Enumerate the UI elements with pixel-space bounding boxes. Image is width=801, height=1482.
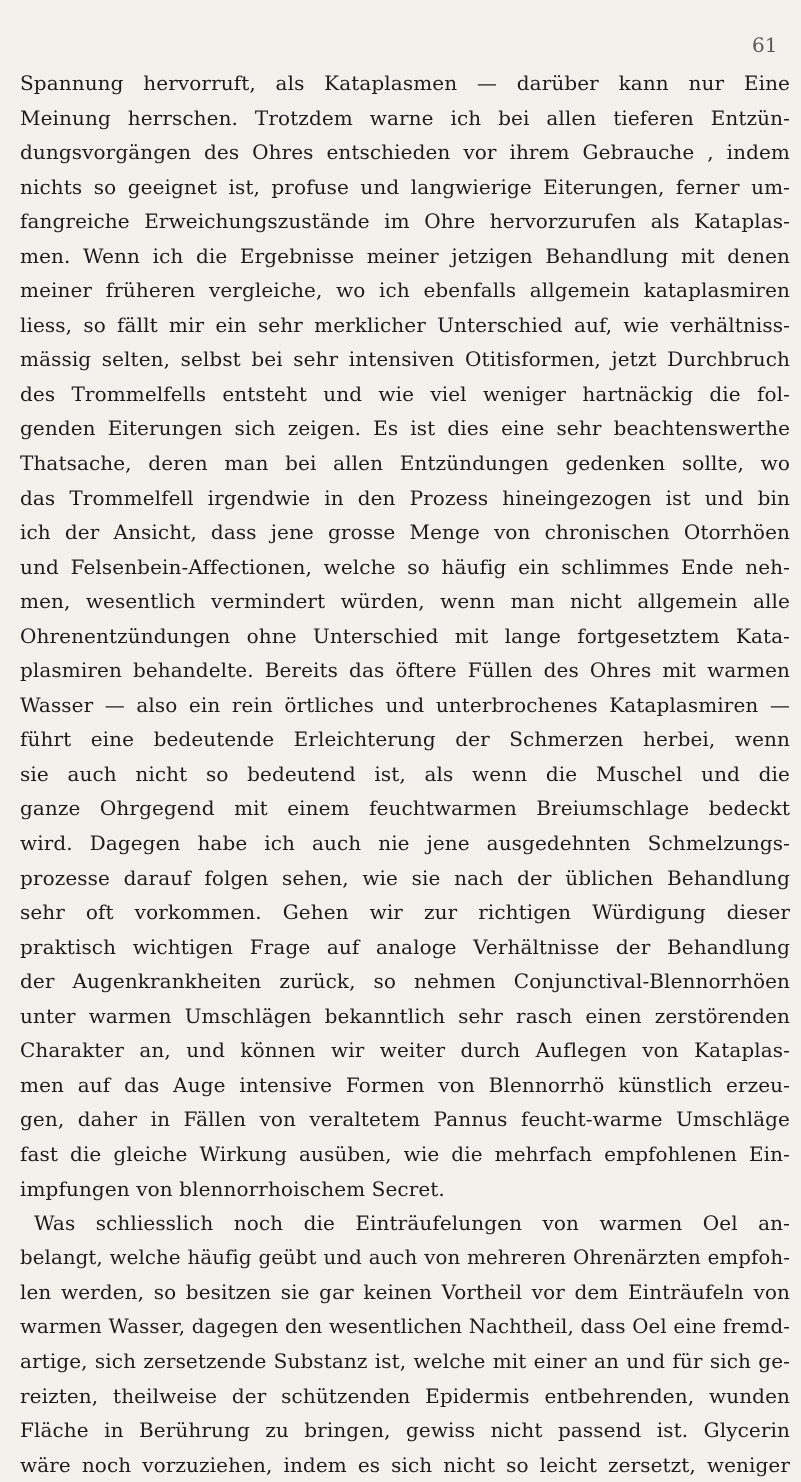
text-line: genden Eiterungen sich zeigen. Es ist dies eine sehr beachtenswerthe [20,416,790,441]
text-line: warmen Wasser, dagegen den wesentlichen Nachtheil, dass Oel eine fremd- [20,1314,790,1338]
text-line: Ohrenentzündungen ohne Unterschied mit lange fortgesetztem Kata- [20,623,790,648]
text-line: des Trommelfells entsteht und wie viel weniger hartnäckig die fol- [20,381,790,406]
text-line: Wasser — also ein rein örtliches und unterbrochenes Kataplasmiren — [20,692,790,717]
text-line: belangt, welche häufig geübt und auch von mehreren Ohrenärzten empfoh- [20,1245,790,1269]
text-line: plasmiren behandelte. Bereits das öftere Füllen des Ohres mit warmen [20,658,790,683]
text-line: fast die gleiche Wirkung ausüben, wie die mehrfach empfohlenen Ein- [20,1141,790,1166]
text-line: führt eine bedeutende Erleichterung der Schmerzen herbei, wenn [20,727,790,752]
text-line: ganze Ohrgegend mit einem feuchtwarmen Breiumschlage bedeckt [20,796,790,821]
text-line: gen, daher in Fällen von veraltetem Pannus feucht-warme Umschläge [20,1107,790,1132]
text-line: sie auch nicht so bedeutend ist, als wenn die Muschel und die [20,761,790,786]
text-line: men. Wenn ich die Ergebnisse meiner jetzigen Behandlung mit denen [20,243,790,268]
text-line: nichts so geeignet ist, profuse und langwierige Eiterungen, ferner um- [20,174,790,199]
text-line: artige, sich zersetzende Substanz ist, welche mit einer an und für sich ge- [20,1349,790,1374]
page-number: 61 [752,33,778,57]
text-line: unter warmen Umschlägen bekanntlich sehr rasch einen zerstörenden [20,1003,790,1028]
text-line: mässig selten, selbst bei sehr intensiven Otitisformen, jetzt Durchbruch [20,347,790,372]
text-line: sehr oft vorkommen. Gehen wir zur richtigen Würdigung dieser [20,900,790,925]
text-line: der Augenkrankheiten zurück, so nehmen Conjunctival-Blennorrhöen [20,969,790,994]
text-line: fangreiche Erweichungszustände im Ohre hervorzurufen als Kataplas- [20,209,790,234]
text-line: reizten, theilweise der schützenden Epidermis entbehrenden, wunden [20,1383,790,1408]
text-line: men auf das Auge intensive Formen von Blennorrhö künstlich erzeu- [20,1072,790,1097]
text-line: Thatsache, deren man bei allen Entzündungen gedenken sollte, wo [20,451,790,476]
text-line: wird. Dagegen habe ich auch nie jene ausgedehnten Schmelzungs- [20,831,790,856]
body-text [20,66,790,1482]
text-line: wäre noch vorzuziehen, indem es sich nicht so leicht zersetzt, weniger [20,1452,790,1477]
text-line: praktisch wichtigen Frage auf analoge Verhältnisse der Behandlung [20,934,790,959]
text-line: Was schliesslich noch die Einträufelungen von warmen Oel an- [34,1211,790,1236]
text-line: men, wesentlich vermindert würden, wenn man nicht allgemein alle [20,589,790,614]
text-line: Fläche in Berührung zu bringen, gewiss nicht passend ist. Glycerin [20,1418,790,1443]
text-line: liess, so fällt mir ein sehr merklicher Unterschied auf, wie verhältniss- [20,312,790,337]
text-line: len werden, so besitzen sie gar keinen Vortheil vor dem Einträufeln von [20,1280,790,1305]
text-line: impfungen von blennorrhoischem Secret. [20,1176,445,1201]
text-line: Meinung herrschen. Trotzdem warne ich bei allen tieferen Entzün- [20,105,790,130]
text-line: und Felsenbein-Affectionen, welche so häufig ein schlimmes Ende neh- [20,554,790,579]
text-line: meiner früheren vergleiche, wo ich ebenfalls allgemein kataplasmiren [20,278,790,303]
text-line: prozesse darauf folgen sehen, wie sie nach der üblichen Behandlung [20,865,790,890]
text-line: Charakter an, und können wir weiter durch Auflegen von Kataplas- [20,1038,790,1063]
text-line: ich der Ansicht, dass jene grosse Menge von chronischen Otorrhöen [20,520,790,545]
text-line: das Trommelfell irgendwie in den Prozess hineingezogen ist und bin [20,485,790,510]
text-line: Spannung hervorruft, als Kataplasmen — darüber kann nur Eine [20,71,790,95]
text-line: dungsvorgängen des Ohres entschieden vor ihrem Gebrauche , indem [20,140,790,165]
